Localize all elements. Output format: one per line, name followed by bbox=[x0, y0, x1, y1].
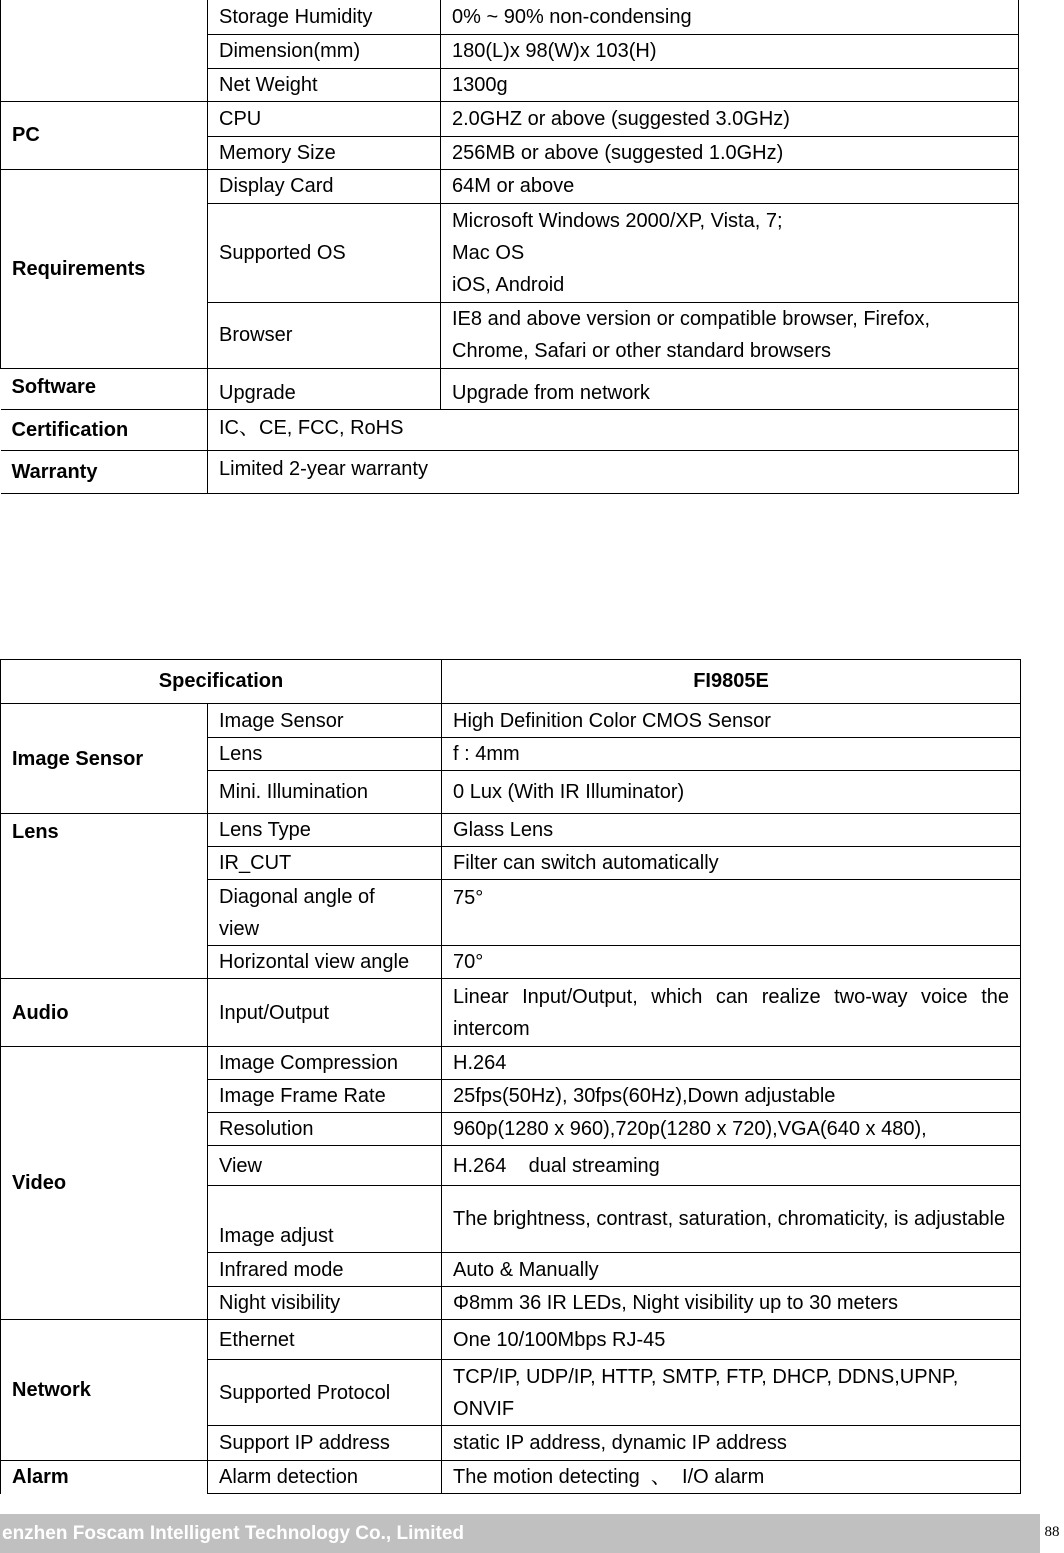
header-specification: Specification bbox=[1, 660, 442, 704]
spec-value: Upgrade from network bbox=[441, 368, 1019, 409]
spec-label: Alarm detection bbox=[208, 1461, 442, 1494]
spec-label: Resolution bbox=[208, 1113, 442, 1146]
table-row bbox=[1, 704, 1021, 738]
spec-label: CPU bbox=[208, 101, 441, 136]
table-row bbox=[1, 368, 1019, 409]
spec-label: Dimension(mm) bbox=[208, 34, 441, 68]
value-line: Mac OS bbox=[452, 241, 525, 264]
spec-value: 70° bbox=[442, 946, 1021, 979]
spec-label: Image adjust bbox=[208, 1186, 442, 1253]
value-line: Microsoft Windows 2000/XP, Vista, 7; bbox=[452, 209, 783, 232]
spec-value: 960p(1280 x 960),720p(1280 x 720),VGA(640 x 480), bbox=[442, 1113, 1021, 1146]
spec-value: Limited 2-year warranty bbox=[208, 450, 1019, 493]
value-line: Chrome, Safari or other standard browsers bbox=[452, 340, 832, 362]
spec-value: Linear Input/Output, which can realize two-way voice the intercom bbox=[442, 979, 1021, 1047]
spec-value: IC、CE, FCC, RoHS bbox=[208, 409, 1019, 450]
spec-value: High Definition Color CMOS Sensor bbox=[442, 704, 1021, 738]
category-pc: PC bbox=[1, 101, 208, 169]
header-model: FI9805E bbox=[442, 660, 1021, 704]
table-row bbox=[1, 0, 1019, 34]
spec-value bbox=[441, 203, 1019, 302]
spec-value: The motion detecting 、 I/O alarm bbox=[442, 1461, 1021, 1494]
spec-table-continued bbox=[0, 0, 1019, 494]
category-video: Video bbox=[1, 1047, 208, 1320]
category-cell bbox=[1, 0, 208, 101]
spec-label: IR_CUT bbox=[208, 847, 442, 880]
spec-value: 0% ~ 90% non-condensing bbox=[441, 0, 1019, 34]
table-row bbox=[1, 1320, 1021, 1360]
category-warranty: Warranty bbox=[1, 450, 208, 493]
spec-value: f : 4mm bbox=[442, 738, 1021, 771]
spec-label: Support IP address bbox=[208, 1426, 442, 1461]
table-row bbox=[1, 169, 1019, 203]
spec-label: Ethernet bbox=[208, 1320, 442, 1360]
spec-label: Image Frame Rate bbox=[208, 1080, 442, 1113]
label-line: Diagonal angle of bbox=[219, 885, 375, 908]
spec-value: H.264 bbox=[442, 1047, 1021, 1080]
spec-value: 256MB or above (suggested 1.0GHz) bbox=[441, 136, 1019, 169]
spec-label: Lens Type bbox=[208, 814, 442, 847]
spec-label: Memory Size bbox=[208, 136, 441, 169]
spec-label: Upgrade bbox=[208, 368, 441, 409]
spec-label: Horizontal view angle bbox=[208, 946, 442, 979]
table-row bbox=[1, 1461, 1021, 1494]
category-image-sensor: Image Sensor bbox=[1, 704, 208, 814]
spec-label: Mini. Illumination bbox=[208, 771, 442, 814]
spec-value: Glass Lens bbox=[442, 814, 1021, 847]
spec-label: Image Compression bbox=[208, 1047, 442, 1080]
spec-value: static IP address, dynamic IP address bbox=[442, 1426, 1021, 1461]
table-row bbox=[1, 814, 1021, 847]
spec-value: One 10/100Mbps RJ-45 bbox=[442, 1320, 1021, 1360]
table-row bbox=[1, 101, 1019, 136]
page-number: 88 bbox=[1044, 1524, 1060, 1540]
spec-label: Supported Protocol bbox=[208, 1360, 442, 1426]
label-line: view bbox=[219, 917, 260, 940]
category-audio: Audio bbox=[1, 979, 208, 1047]
spec-label: Supported OS bbox=[208, 203, 441, 302]
value-line: iOS, Android bbox=[452, 273, 565, 296]
spec-value: 25fps(50Hz), 30fps(60Hz),Down adjustable bbox=[442, 1080, 1021, 1113]
spec-label: Storage Humidity bbox=[208, 0, 441, 34]
spec-value: 180(L)x 98(W)x 103(H) bbox=[441, 34, 1019, 68]
value-line: IE8 and above version or compatible browser, Firefox, bbox=[452, 308, 931, 330]
spec-value: The brightness, contrast, saturation, chromaticity, is adjustable bbox=[442, 1186, 1021, 1253]
spec-label: Image Sensor bbox=[208, 704, 442, 738]
spec-label: Browser bbox=[208, 302, 441, 368]
spec-value: Auto & Manually bbox=[442, 1253, 1021, 1287]
table-header-row bbox=[1, 660, 1021, 704]
spec-label: Infrared mode bbox=[208, 1253, 442, 1287]
spec-value: 0 Lux (With IR Illuminator) bbox=[442, 771, 1021, 814]
category-alarm: Alarm bbox=[1, 1461, 208, 1494]
spec-label: Net Weight bbox=[208, 68, 441, 101]
category-certification: Certification bbox=[1, 409, 208, 450]
spec-label: Input/Output bbox=[208, 979, 442, 1047]
footer-company-bar: enzhen Foscam Intelligent Technology Co., Limited bbox=[0, 1514, 1040, 1553]
spec-label: Lens bbox=[208, 738, 442, 771]
spec-value bbox=[441, 302, 1019, 368]
category-lens: Lens bbox=[1, 814, 208, 979]
spec-label: View bbox=[208, 1146, 442, 1186]
spec-value: Φ8mm 36 IR LEDs, Night visibility up to 30 meters bbox=[442, 1287, 1021, 1320]
spec-value: Filter can switch automatically bbox=[442, 847, 1021, 880]
spec-value: 2.0GHZ or above (suggested 3.0GHz) bbox=[441, 101, 1019, 136]
spec-label bbox=[208, 880, 442, 946]
table-row bbox=[1, 1047, 1021, 1080]
spec-label: Night visibility bbox=[208, 1287, 442, 1320]
spec-label: Display Card bbox=[208, 169, 441, 203]
table-row bbox=[1, 409, 1019, 450]
table-row bbox=[1, 450, 1019, 493]
spec-value: 75° bbox=[442, 880, 1021, 946]
spec-value: 1300g bbox=[441, 68, 1019, 101]
table-row bbox=[1, 979, 1021, 1047]
spec-value: 64M or above bbox=[441, 169, 1019, 203]
spec-table-fi9805e bbox=[0, 659, 1021, 1494]
spec-value: H.264 dual streaming bbox=[442, 1146, 1021, 1186]
category-software: Software bbox=[1, 368, 208, 409]
category-requirements: Requirements bbox=[1, 169, 208, 368]
spec-value: TCP/IP, UDP/IP, HTTP, SMTP, FTP, DHCP, DDNS,UPNP, ONVIF bbox=[442, 1360, 1021, 1426]
category-network: Network bbox=[1, 1320, 208, 1461]
